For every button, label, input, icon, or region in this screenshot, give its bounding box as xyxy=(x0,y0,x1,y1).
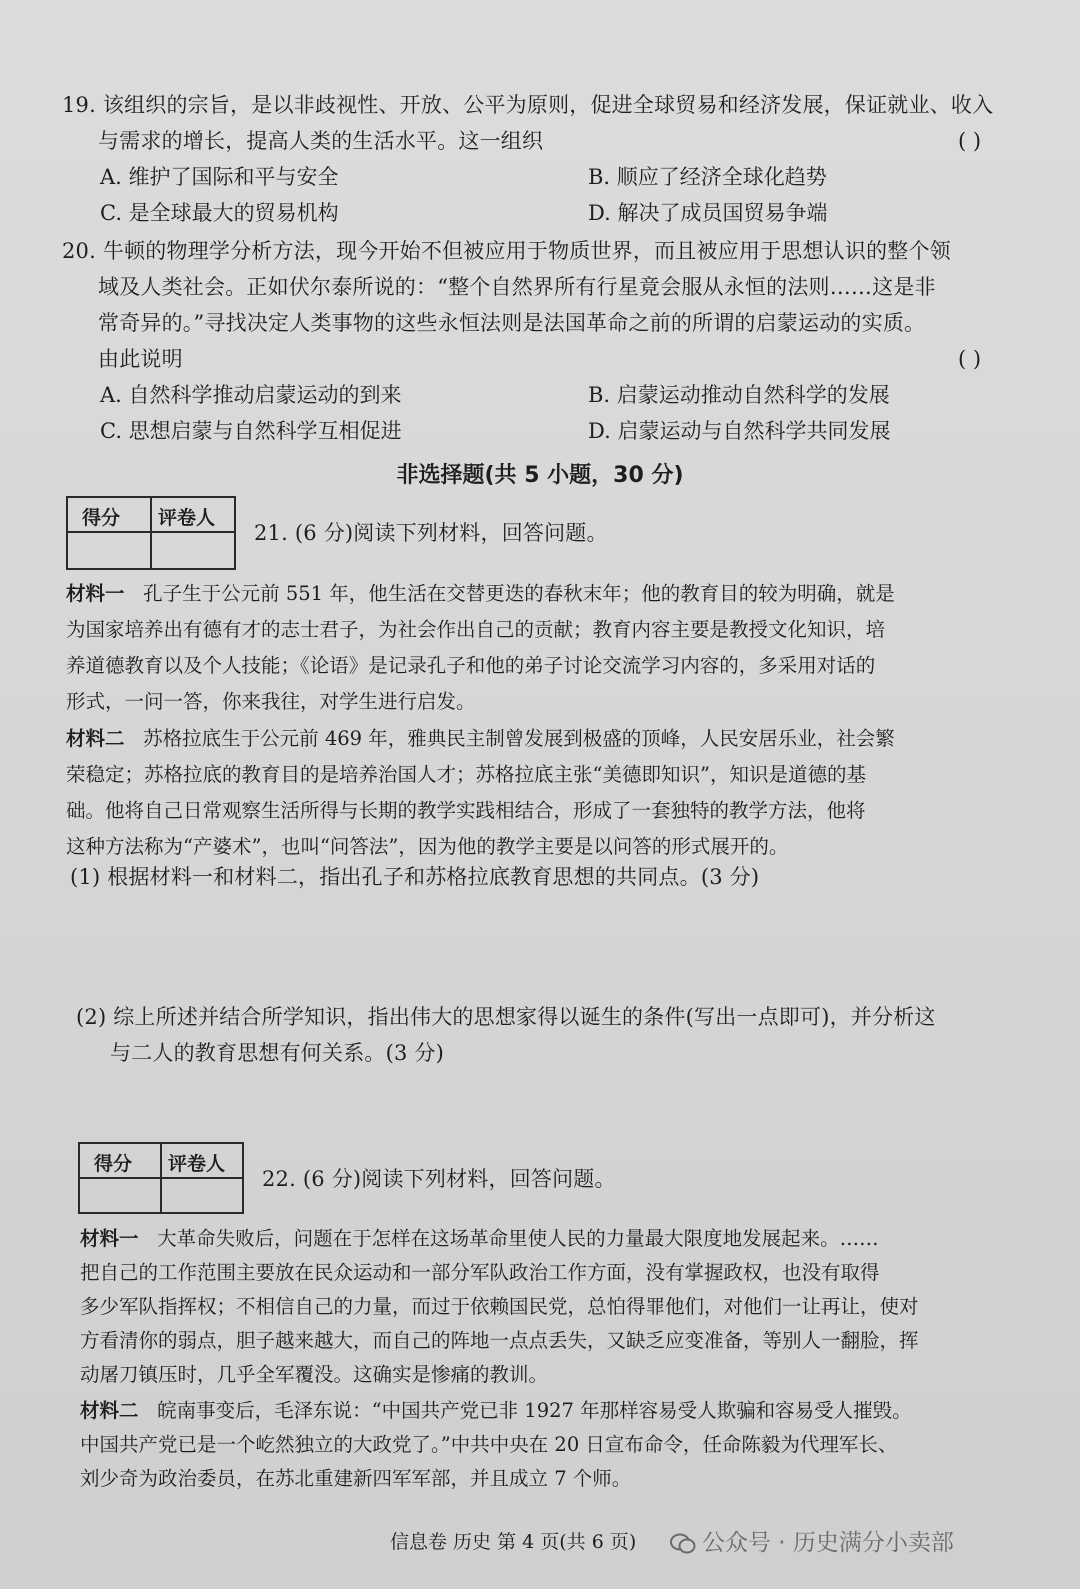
q22-intro: 22. (6 分)阅读下列材料，回答问题。 xyxy=(262,1167,616,1191)
q20-option-c: C. 思想启蒙与自然科学互相促进 xyxy=(100,419,402,443)
q22-material-2-line-1: 材料二 皖南事变后，毛泽东说：“中国共产党已非 1927 年那样容易受人欺骗和容易受人摧毁。 xyxy=(80,1399,912,1422)
q21-sub-question-2-line-2: 与二人的教育思想有何关系。(3 分) xyxy=(110,1041,445,1065)
q19-answer-paren: ( ) xyxy=(958,129,982,153)
q22-material-2-line-2: 中国共产党已是一个屹然独立的大政党了。”中共中央在 20 日宣布命令，任命陈毅为代理军长、 xyxy=(80,1433,898,1456)
q20-line-3: 常奇异的。”寻找决定人类事物的这些永恒法则是法国革命之前的所谓的启蒙运动的实质。 xyxy=(98,311,926,335)
q20-option-d: D. 启蒙运动与自然科学共同发展 xyxy=(588,419,891,443)
q19-option-a: A. 维护了国际和平与安全 xyxy=(100,165,339,189)
q21-sub-question-2-line-1: (2) 综上所述并结合所学知识，指出伟大的思想家得以诞生的条件(写出一点即可)，并分析这 xyxy=(76,1005,936,1029)
q20-answer-paren: ( ) xyxy=(958,347,982,371)
q21-material-1-line-1: 材料一 孔子生于公元前 551 年，他生活在交替更迭的春秋末年；他的教育目的较为明确，就是 xyxy=(66,582,895,605)
q21-intro: 21. (6 分)阅读下列材料，回答问题。 xyxy=(254,521,608,545)
q19-line-2: 与需求的增长，提高人类的生活水平。这一组织 xyxy=(98,129,544,153)
wechat-watermark xyxy=(670,1524,954,1557)
q21-material-2-line-2: 荣稳定；苏格拉底的教育目的是培养治国人才；苏格拉底主张“美德即知识”，知识是道德的基 xyxy=(66,763,866,786)
q21-sub-question-1: (1) 根据材料一和材料二，指出孔子和苏格拉底教育思想的共同点。(3 分) xyxy=(70,865,760,889)
q22-grader-label: 评卷人 xyxy=(168,1153,226,1175)
page-footer: 信息卷 历史 第 4 页(共 6 页) xyxy=(390,1531,637,1553)
q22-material-1-label: 材料一 xyxy=(80,1227,139,1250)
q21-grader-label: 评卷人 xyxy=(158,507,216,529)
q20-option-a: A. 自然科学推动启蒙运动的到来 xyxy=(100,383,402,407)
q22-material-2-line-3: 刘少奇为政治委员，在苏北重建新四军军部，并且成立 7 个师。 xyxy=(80,1467,632,1490)
q21-score-label: 得分 xyxy=(82,507,121,529)
q20-line-1: 20. 牛顿的物理学分析方法，现今开始不但被应用于物质世界，而且被应用于思想认识的整个领 xyxy=(62,239,951,263)
q21-material-1-line-2: 为国家培养出有德有才的志士君子，为社会作出自己的贡献；教育内容主要是教授文化知识，培 xyxy=(66,618,886,641)
q22-score-box xyxy=(78,1142,244,1214)
q21-material-2-label: 材料二 xyxy=(66,727,125,750)
q21-material-1-label: 材料一 xyxy=(66,582,125,605)
q21-material-1-line-4: 形式，一问一答，你来我往，对学生进行启发。 xyxy=(66,690,476,713)
q21-material-2-line-1: 材料二 苏格拉底生于公元前 469 年，雅典民主制曾发展到极盛的顶峰，人民安居乐业，社会繁 xyxy=(66,727,895,750)
section-heading: 非选择题(共 5 小题，30 分) xyxy=(396,463,684,488)
watermark-text: 公众号 · 历史满分小卖部 xyxy=(702,1530,954,1556)
q19-line-1: 19. 该组织的宗旨，是以非歧视性、开放、公平为原则，促进全球贸易和经济发展，保证就业、收入 xyxy=(62,93,994,117)
q21-material-2-line-4: 这种方法称为“产婆术”，也叫“问答法”，因为他的教学主要是以问答的形式展开的。 xyxy=(66,835,789,858)
q22-material-1-line-5: 动屠刀镇压时，几乎全军覆没。这确实是惨痛的教训。 xyxy=(80,1363,549,1386)
q19-option-d: D. 解决了成员国贸易争端 xyxy=(588,201,828,225)
q21-score-box xyxy=(66,496,236,570)
q22-material-1-line-3: 多少军队指挥权；不相信自己的力量，而过于依赖国民党，总怕得罪他们，对他们一让再让，使对 xyxy=(80,1295,919,1318)
q19-option-c: C. 是全球最大的贸易机构 xyxy=(100,201,339,225)
q22-score-label: 得分 xyxy=(94,1153,133,1175)
q19-option-b: B. 顺应了经济全球化趋势 xyxy=(588,165,827,189)
q22-material-1-line-4: 方看清你的弱点，胆子越来越大，而自己的阵地一点点丢失，又缺乏应变准备，等别人一翻脸，挥 xyxy=(80,1329,919,1352)
q22-material-1-line-1: 材料一 大革命失败后，问题在于怎样在这场革命里使人民的力量最大限度地发展起来。…… xyxy=(80,1227,879,1250)
q22-material-2-label: 材料二 xyxy=(80,1399,139,1422)
q21-material-1-line-3: 养道德教育以及个人技能；《论语》是记录孔子和他的弟子讨论交流学习内容的，多采用对话的 xyxy=(66,654,876,677)
q20-line-2: 域及人类社会。正如伏尔泰所说的：“整个自然界所有行星竟会服从永恒的法则……这是非 xyxy=(98,275,936,299)
q21-material-2-line-3: 础。他将自己日常观察生活所得与长期的教学实践相结合，形成了一套独特的教学方法，他将 xyxy=(66,799,866,822)
wechat-icon xyxy=(670,1533,696,1555)
q20-option-b: B. 启蒙运动推动自然科学的发展 xyxy=(588,383,890,407)
q20-line-4: 由此说明 xyxy=(98,347,183,371)
q22-material-1-line-2: 把自己的工作范围主要放在民众运动和一部分军队政治工作方面，没有掌握政权，也没有取得 xyxy=(80,1261,880,1284)
